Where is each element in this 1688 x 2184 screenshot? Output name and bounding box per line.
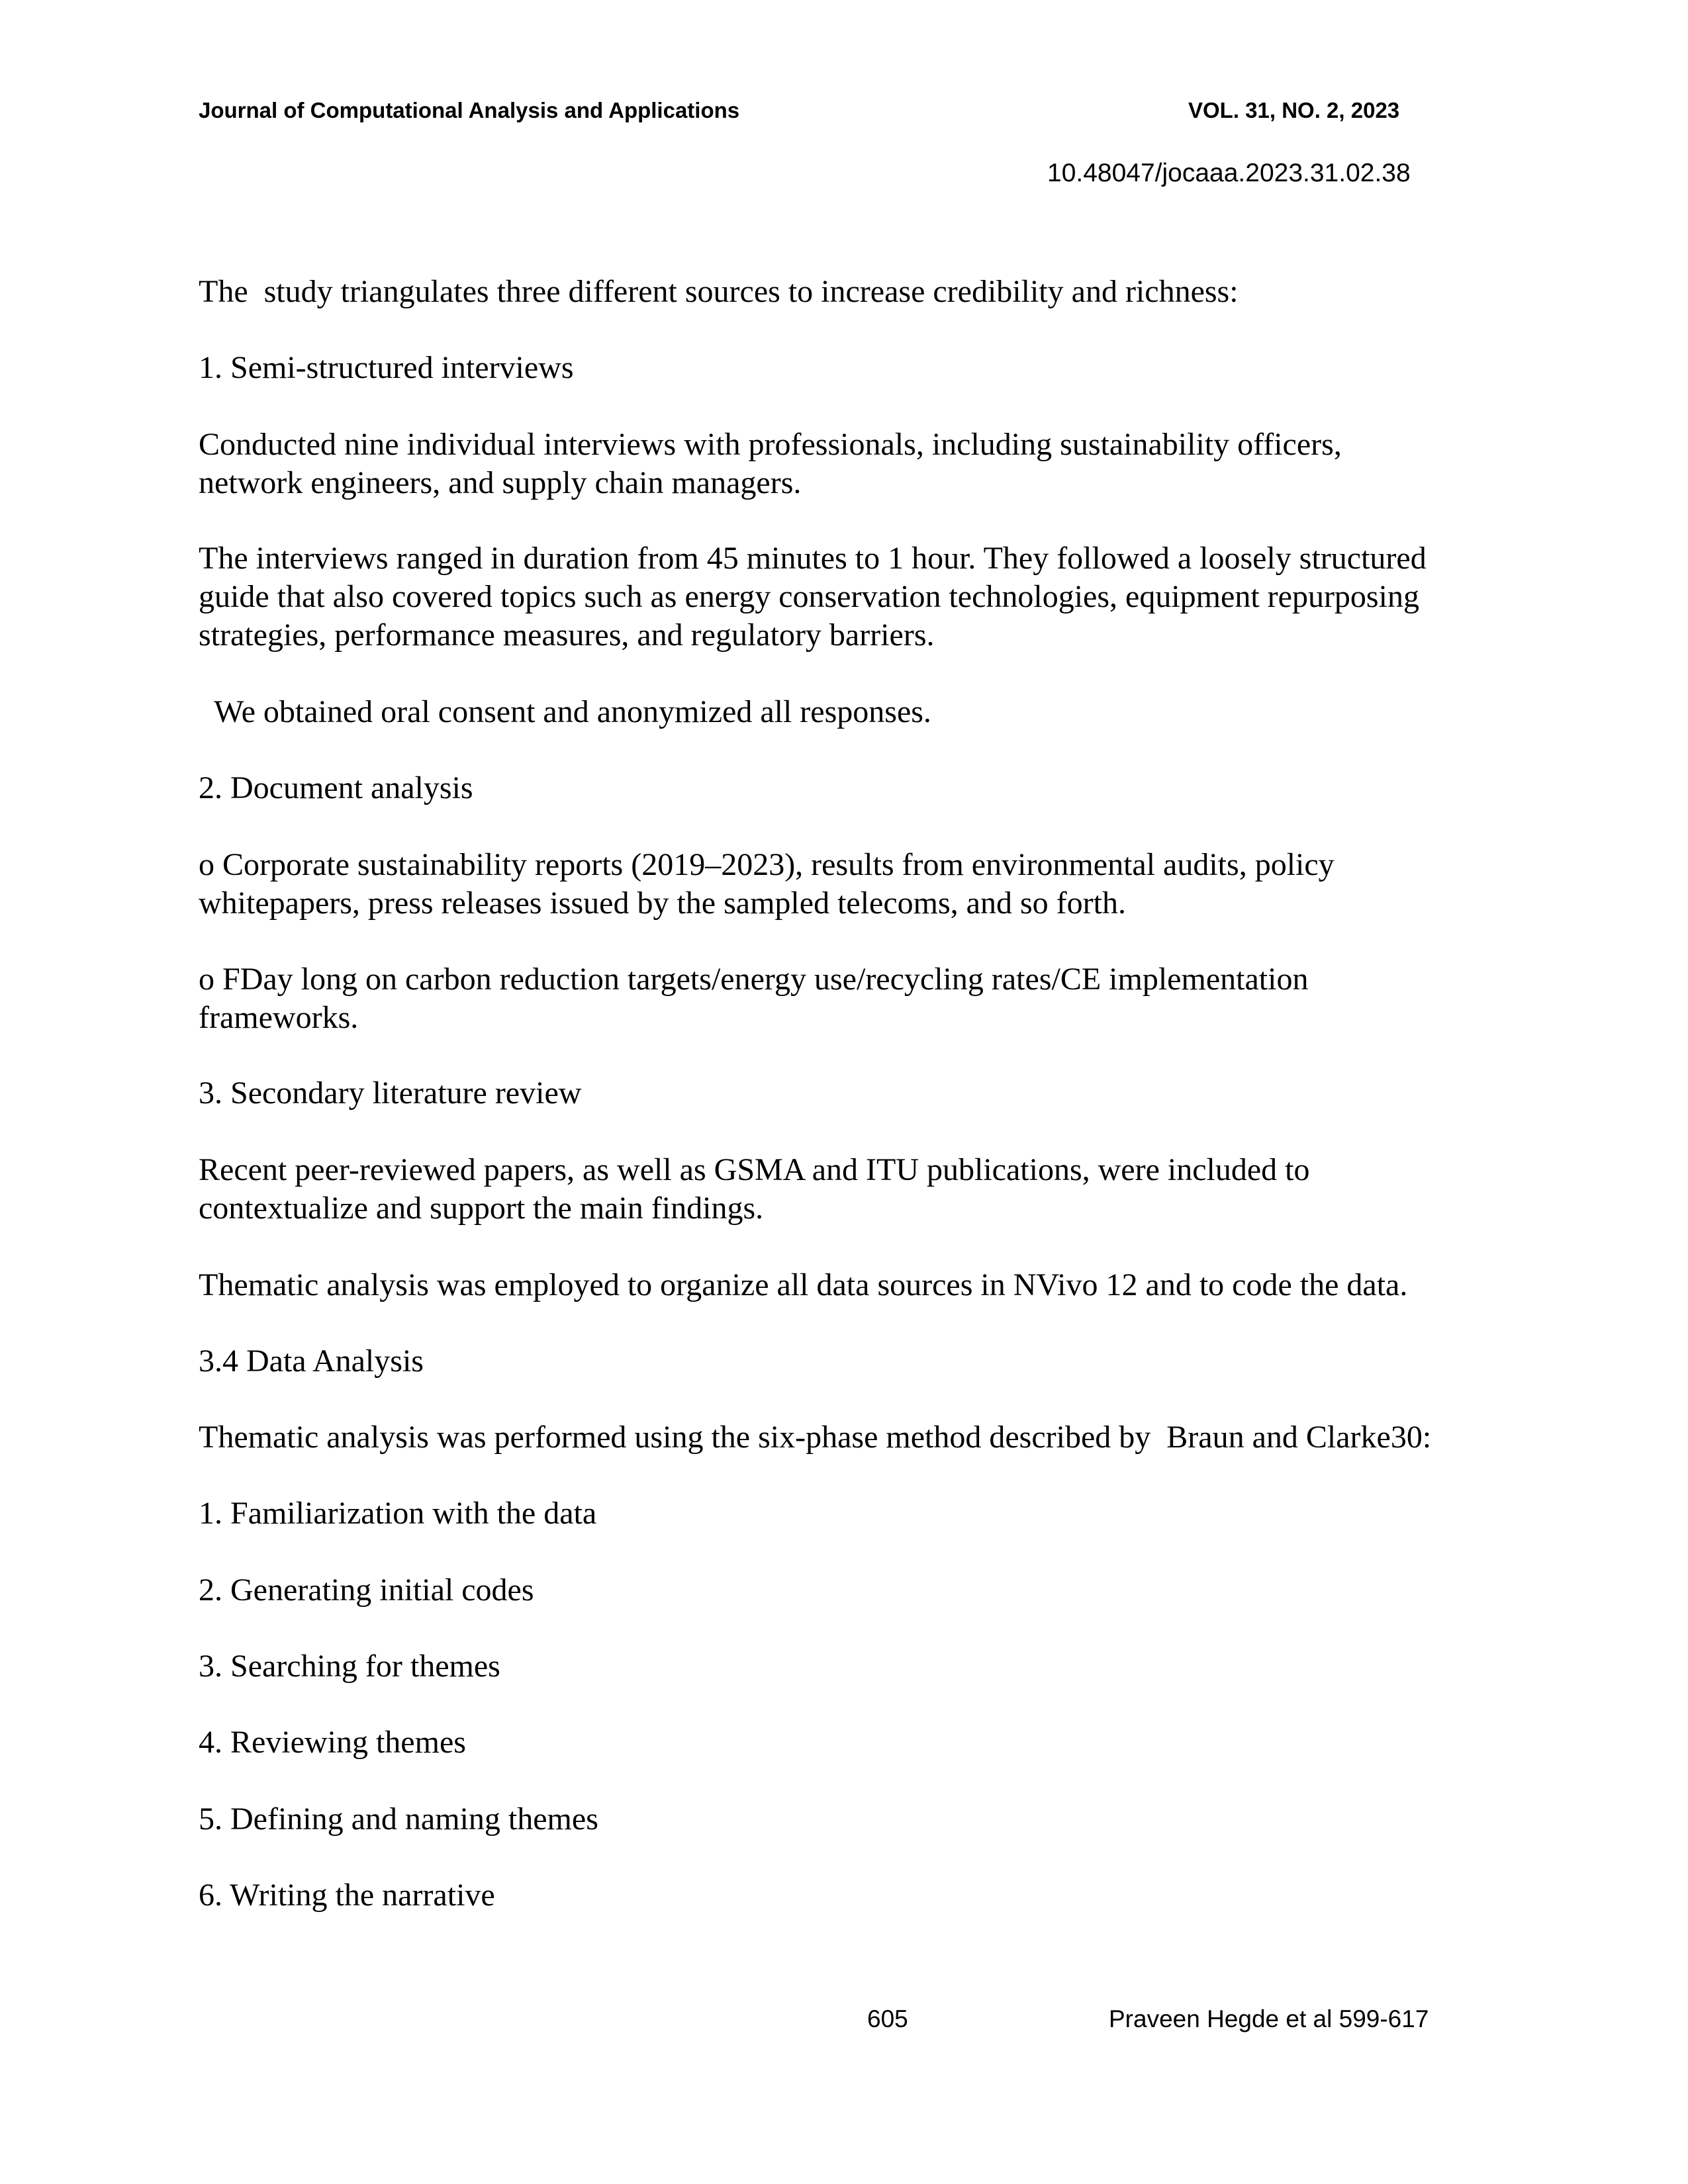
- list-item-phase-4: 4. Reviewing themes: [199, 1725, 466, 1760]
- list-item-phase-1: 1. Familiarization with the data: [199, 1496, 597, 1531]
- list-item-literature-heading: 3. Secondary literature review: [199, 1075, 582, 1111]
- doi: 10.48047/jocaaa.2023.31.02.38: [1047, 159, 1411, 187]
- running-header-journal: Journal of Computational Analysis and Applications: [199, 98, 740, 122]
- footer-author-pages: Praveen Hegde et al 599-617: [1109, 2005, 1429, 2032]
- paragraph-intro: The study triangulates three different sources to increase credibility and richness:: [199, 274, 1239, 309]
- page-number: 605: [867, 2005, 908, 2032]
- paragraph-literature: Recent peer-reviewed papers, as well as GSMA and ITU publications, were included to contextualize and support the main findings.: [199, 1152, 1310, 1226]
- list-item-phase-5: 5. Defining and naming themes: [199, 1801, 598, 1837]
- running-header-volume: VOL. 31, NO. 2, 2023: [1188, 98, 1400, 122]
- list-item-interviews-heading: 1. Semi-structured interviews: [199, 350, 574, 385]
- bullet-focus-areas: o FDay long on carbon reduction targets/energy use/recycling rates/CE implementation frameworks.: [199, 962, 1309, 1035]
- bullet-corporate-reports: o Corporate sustainability reports (2019–2023), results from environmental audits, policy whitepapers, press releases issued by the sampled telecoms, and so forth.: [199, 847, 1335, 921]
- paragraph-interviews-duration: The interviews ranged in duration from 45 minutes to 1 hour. They followed a loosely structured guide that also covered topics such as energy conservation technologies, equipment repurposing strategies, performance measures, and regulatory barriers.: [199, 541, 1427, 653]
- list-item-phase-2: 2. Generating initial codes: [199, 1572, 534, 1608]
- paragraph-thematic-method: Thematic analysis was performed using the six-phase method described by Braun and Clarke30:: [199, 1420, 1432, 1455]
- paragraph-nvivo: Thematic analysis was employed to organize all data sources in NVivo 12 and to code the data.: [199, 1267, 1408, 1302]
- paragraph-interviews-participants: Conducted nine individual interviews with professionals, including sustainability officers, network engineers, and supply chain managers.: [199, 427, 1342, 500]
- list-item-phase-6: 6. Writing the narrative: [199, 1878, 495, 1913]
- section-heading-data-analysis: 3.4 Data Analysis: [199, 1343, 424, 1379]
- list-item-document-heading: 2. Document analysis: [199, 770, 473, 805]
- paragraph-consent: We obtained oral consent and anonymized all responses.: [199, 694, 931, 729]
- list-item-phase-3: 3. Searching for themes: [199, 1649, 500, 1684]
